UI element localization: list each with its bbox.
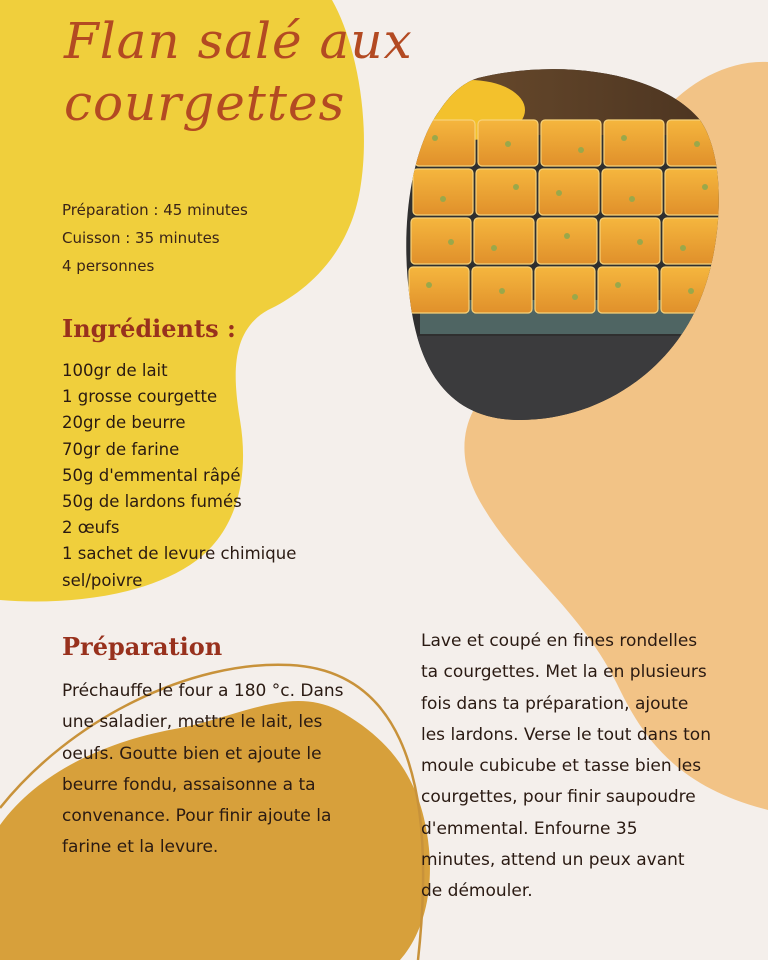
zucchini-speck bbox=[432, 135, 438, 141]
flan-cube bbox=[539, 169, 599, 215]
flan-cube bbox=[413, 169, 473, 215]
flan-cube bbox=[474, 218, 534, 264]
zucchini-speck bbox=[680, 245, 686, 251]
ingredient-item: 70gr de farine bbox=[62, 439, 180, 459]
zucchini-speck bbox=[621, 135, 627, 141]
ingredient-item: 1 grosse courgette bbox=[62, 387, 218, 407]
flan-cube bbox=[535, 267, 595, 313]
ingredient-item: 1 sachet de levure chimique bbox=[62, 544, 297, 564]
flan-cube bbox=[541, 120, 601, 166]
ingredient-item: 50g de lardons fumés bbox=[62, 492, 242, 512]
zucchini-speck bbox=[499, 288, 505, 294]
flan-cube bbox=[600, 218, 660, 264]
ingredients-list bbox=[62, 358, 296, 594]
zucchini-speck bbox=[629, 196, 635, 202]
zucchini-speck bbox=[505, 141, 511, 147]
flan-cube bbox=[411, 218, 471, 264]
zucchini-speck bbox=[688, 288, 694, 294]
flan-cube bbox=[604, 120, 664, 166]
zucchini-speck bbox=[556, 190, 562, 196]
prep-time: Préparation : 45 minutes bbox=[62, 201, 248, 219]
zucchini-speck bbox=[440, 196, 446, 202]
ingredient-item: sel/poivre bbox=[62, 570, 143, 590]
flan-cube bbox=[537, 218, 597, 264]
ingredients-heading: Ingrédients : bbox=[62, 314, 236, 343]
zucchini-speck bbox=[578, 147, 584, 153]
ingredient-item: 50g d'emmental râpé bbox=[62, 465, 241, 485]
zucchini-speck bbox=[572, 294, 578, 300]
preparation-steps-left: Préchauffe le four a 180 °c. Dans une saladier, mettre le lait, les oeufs. Goutte bien et ajoute le beurre fondu, assaisonne a ta convenance. Pour finir ajoute la farine et la levure. bbox=[62, 681, 344, 858]
zucchini-speck bbox=[448, 239, 454, 245]
ingredient-item: 100gr de lait bbox=[62, 361, 168, 380]
zucchini-speck bbox=[564, 233, 570, 239]
recipe-title: Flan salé aux courgettes bbox=[64, 12, 413, 132]
zucchini-speck bbox=[513, 184, 519, 190]
preparation-steps-right: Lave et coupé en fines rondelles ta courgettes. Met la en plusieurs fois dans ta préparation, ajoute les lardons. Verse le tout dans ton moule cubicube et tasse bien les courgettes, pour finir saupoudre d'emmental. Enfourne 35 minutes, attend un peux avant de démouler. bbox=[421, 631, 711, 902]
flan-cube bbox=[409, 267, 469, 313]
flan-cube bbox=[476, 169, 536, 215]
flan-cube bbox=[602, 169, 662, 215]
zucchini-speck bbox=[615, 282, 621, 288]
flan-cube bbox=[598, 267, 658, 313]
preparation-heading: Préparation bbox=[62, 632, 223, 661]
recipe-meta bbox=[62, 196, 248, 280]
flan-cube bbox=[665, 169, 725, 215]
cook-time: Cuisson : 35 minutes bbox=[62, 229, 220, 247]
zucchini-speck bbox=[694, 141, 700, 147]
servings: 4 personnes bbox=[62, 257, 155, 275]
zucchini-speck bbox=[426, 282, 432, 288]
ingredient-item: 20gr de beurre bbox=[62, 413, 186, 433]
zucchini-speck bbox=[491, 245, 497, 251]
zucchini-speck bbox=[637, 239, 643, 245]
zucchini-speck bbox=[702, 184, 708, 190]
ingredient-item: 2 œufs bbox=[62, 518, 120, 538]
